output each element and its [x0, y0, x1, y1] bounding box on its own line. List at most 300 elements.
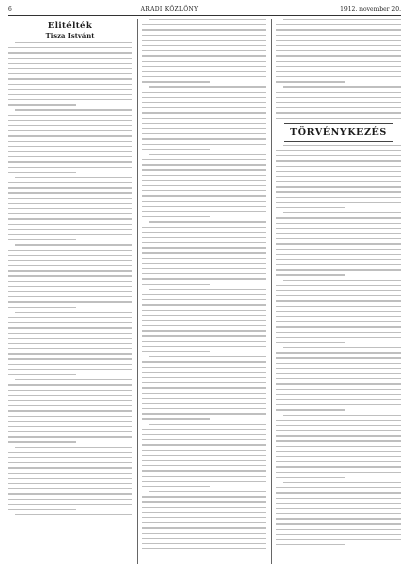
- text-line: [15, 447, 132, 448]
- text-line: [276, 249, 401, 250]
- text-line: [8, 187, 132, 188]
- text-line: [8, 78, 132, 79]
- text-line: [276, 383, 401, 384]
- text-line: [8, 390, 132, 391]
- text-line: [142, 465, 266, 466]
- text-line: [276, 342, 345, 343]
- text-line: [142, 123, 266, 124]
- text-line: [276, 269, 401, 270]
- text-line: [8, 291, 132, 292]
- text-line: [142, 55, 266, 56]
- text-line: [8, 151, 132, 152]
- text-line: [276, 118, 401, 119]
- text-line: [276, 544, 345, 545]
- text-line: [142, 268, 266, 269]
- text-line: [8, 99, 132, 100]
- column-right: [276, 19, 401, 564]
- text-line: [276, 274, 345, 275]
- text-line: [8, 426, 132, 427]
- text-line: [142, 232, 266, 233]
- text-line: [276, 456, 401, 457]
- text-line: [8, 198, 132, 199]
- text-line: [276, 539, 401, 540]
- text-line: [8, 457, 132, 458]
- text-line: [142, 522, 266, 523]
- text-line: [15, 244, 132, 245]
- text-line: [283, 145, 401, 146]
- text-line: [142, 273, 266, 274]
- text-line: [8, 260, 132, 261]
- text-line: [8, 317, 132, 318]
- text-line: [8, 229, 132, 230]
- text-line: [142, 444, 266, 445]
- text-line: [8, 250, 132, 251]
- text-line: [15, 42, 132, 43]
- text-line: [276, 45, 401, 46]
- text-line: [276, 40, 401, 41]
- text-line: [142, 538, 266, 539]
- text-line: [8, 369, 132, 370]
- text-line: [8, 265, 132, 266]
- text-line: [142, 346, 266, 347]
- text-line: [276, 389, 401, 390]
- text-line: [8, 493, 132, 494]
- text-line: [276, 71, 401, 72]
- text-line: [8, 410, 132, 411]
- body-text-block: [276, 145, 401, 546]
- text-line: [15, 312, 132, 313]
- text-line: [8, 307, 76, 308]
- text-line: [8, 281, 132, 282]
- text-line: [142, 169, 266, 170]
- text-line: [142, 377, 266, 378]
- text-line: [276, 498, 401, 499]
- text-line: [8, 504, 132, 505]
- text-line: [276, 186, 401, 187]
- text-line: [142, 258, 266, 259]
- text-line: [142, 40, 266, 41]
- text-line: [142, 408, 266, 409]
- text-line: [8, 473, 132, 474]
- text-line: [276, 107, 401, 108]
- text-line: [142, 128, 266, 129]
- text-line: [8, 167, 132, 168]
- text-line: [142, 543, 266, 544]
- text-line: [142, 450, 266, 451]
- text-line: [8, 239, 76, 240]
- text-line: [142, 227, 266, 228]
- text-line: [8, 488, 132, 489]
- text-line: [8, 452, 132, 453]
- issue-date: 1912. november 20.: [340, 6, 401, 13]
- text-line: [8, 405, 132, 406]
- text-line: [276, 461, 401, 462]
- text-line: [149, 19, 266, 20]
- text-line: [142, 149, 210, 150]
- text-line: [276, 81, 345, 82]
- text-line: [142, 247, 266, 248]
- text-line: [276, 420, 401, 421]
- text-line: [8, 431, 132, 432]
- text-line: [283, 212, 401, 213]
- text-line: [276, 409, 345, 410]
- text-line: [142, 382, 266, 383]
- text-line: [142, 439, 266, 440]
- text-line: [8, 384, 132, 385]
- text-line: [276, 259, 401, 260]
- text-line: [142, 35, 266, 36]
- text-line: [8, 58, 132, 59]
- text-line: [276, 295, 401, 296]
- text-line: [8, 141, 132, 142]
- text-line: [8, 509, 76, 510]
- text-line: [283, 347, 401, 348]
- text-line: [8, 104, 76, 105]
- article-headline: Elitélték: [47, 21, 93, 31]
- text-line: [276, 321, 401, 322]
- text-line: [8, 125, 132, 126]
- text-line: [276, 202, 401, 203]
- text-line: [15, 379, 132, 380]
- text-line: [8, 478, 132, 479]
- text-line: [276, 487, 401, 488]
- text-line: [8, 353, 132, 354]
- text-line: [276, 243, 401, 244]
- text-line: [149, 424, 266, 425]
- text-line: [8, 172, 76, 173]
- text-line: [142, 206, 266, 207]
- text-line: [276, 503, 401, 504]
- text-line: [142, 29, 266, 30]
- text-line: [142, 24, 266, 25]
- text-line: [142, 242, 266, 243]
- text-line: [276, 233, 401, 234]
- text-line: [142, 413, 266, 414]
- text-line: [142, 237, 266, 238]
- text-line: [276, 50, 401, 51]
- text-line: [276, 357, 401, 358]
- text-line: [142, 507, 266, 508]
- text-line: [142, 496, 266, 497]
- text-line: [142, 71, 266, 72]
- masthead-rule: [8, 15, 401, 16]
- text-line: [142, 102, 266, 103]
- text-line: [142, 76, 266, 77]
- text-line: [8, 270, 132, 271]
- text-line: [276, 228, 401, 229]
- text-line: [142, 320, 266, 321]
- text-line: [276, 306, 401, 307]
- text-line: [276, 92, 401, 93]
- text-line: [149, 491, 266, 492]
- text-line: [142, 393, 266, 394]
- article-subheadline: Tisza Istvánt: [45, 32, 95, 40]
- paper-name: ARADI KÖZLÖNY: [140, 6, 199, 13]
- text-line: [142, 107, 266, 108]
- text-line: [142, 175, 266, 176]
- text-line: [8, 182, 132, 183]
- text-line: [142, 335, 266, 336]
- text-line: [142, 330, 266, 331]
- text-line: [276, 451, 401, 452]
- text-line: [142, 45, 266, 46]
- text-line: [276, 440, 401, 441]
- text-line: [8, 296, 132, 297]
- text-line: [149, 221, 266, 222]
- text-line: [276, 326, 401, 327]
- text-line: [276, 97, 401, 98]
- text-line: [283, 19, 401, 20]
- text-line: [142, 278, 266, 279]
- text-line: [8, 218, 132, 219]
- text-line: [142, 367, 266, 368]
- text-line: [276, 518, 401, 519]
- text-line: [142, 398, 266, 399]
- body-text-block: [142, 19, 266, 549]
- text-line: [8, 130, 132, 131]
- text-line: [276, 197, 401, 198]
- text-line: [276, 112, 401, 113]
- text-line: [276, 352, 401, 353]
- text-line: [149, 356, 266, 357]
- text-line: [142, 304, 266, 305]
- text-line: [8, 301, 132, 302]
- text-line: [8, 499, 132, 500]
- text-line: [142, 548, 266, 549]
- text-line: [276, 61, 401, 62]
- text-line: [276, 513, 401, 514]
- text-line: [142, 481, 266, 482]
- column-middle: [142, 19, 266, 564]
- text-line: [142, 180, 266, 181]
- text-line: [8, 436, 132, 437]
- text-line: [149, 86, 266, 87]
- text-line: [142, 310, 266, 311]
- text-line: [8, 348, 132, 349]
- text-line: [8, 286, 132, 287]
- text-line: [276, 477, 345, 478]
- text-line: [142, 315, 266, 316]
- text-line: [8, 63, 132, 64]
- text-line: [276, 66, 401, 67]
- text-line: [142, 403, 266, 404]
- text-line: [276, 254, 401, 255]
- text-line: [276, 492, 401, 493]
- text-line: [8, 156, 132, 157]
- text-line: [276, 160, 401, 161]
- text-line: [276, 223, 401, 224]
- text-line: [276, 435, 401, 436]
- text-line: [142, 92, 266, 93]
- text-line: [276, 176, 401, 177]
- text-line: [8, 135, 132, 136]
- text-line: [8, 421, 132, 422]
- text-line: [149, 289, 266, 290]
- text-line: [276, 337, 401, 338]
- text-line: [142, 351, 210, 352]
- text-line: [8, 47, 132, 48]
- text-line: [142, 216, 210, 217]
- text-line: [142, 460, 266, 461]
- text-line: [276, 76, 401, 77]
- text-line: [283, 415, 401, 416]
- text-line: [142, 252, 266, 253]
- text-line: [15, 514, 132, 515]
- text-line: [142, 66, 266, 67]
- text-line: [276, 35, 401, 36]
- text-line: [8, 255, 132, 256]
- text-line: [8, 462, 132, 463]
- text-line: [276, 181, 401, 182]
- text-line: [142, 299, 266, 300]
- text-line: [142, 195, 266, 196]
- text-line: [276, 155, 401, 156]
- text-line: [8, 364, 132, 365]
- text-line: [8, 115, 132, 116]
- text-line: [142, 263, 266, 264]
- text-line: [142, 387, 266, 388]
- text-line: [8, 441, 76, 442]
- text-line: [8, 327, 132, 328]
- text-line: [8, 416, 132, 417]
- text-line: [142, 533, 266, 534]
- text-line: [8, 275, 132, 276]
- masthead: [8, 4, 401, 15]
- text-line: [8, 203, 132, 204]
- text-line: [142, 429, 266, 430]
- text-line: [142, 361, 266, 362]
- text-line: [142, 470, 266, 471]
- text-line: [15, 109, 132, 110]
- text-line: [142, 418, 210, 419]
- text-line: [276, 534, 401, 535]
- text-line: [276, 446, 401, 447]
- text-line: [142, 325, 266, 326]
- text-line: [15, 177, 132, 178]
- text-line: [276, 311, 401, 312]
- text-line: [142, 501, 266, 502]
- text-line: [142, 81, 210, 82]
- text-line: [8, 322, 132, 323]
- text-line: [276, 523, 401, 524]
- text-line: [8, 161, 132, 162]
- text-line: [142, 476, 266, 477]
- text-line: [276, 264, 401, 265]
- text-line: [142, 517, 266, 518]
- text-line: [8, 467, 132, 468]
- text-line: [8, 343, 132, 344]
- text-line: [142, 284, 210, 285]
- body-text-block: [276, 19, 401, 119]
- text-line: [142, 112, 266, 113]
- text-line: [8, 192, 132, 193]
- text-line: [276, 399, 401, 400]
- text-line: [276, 285, 401, 286]
- text-line: [8, 338, 132, 339]
- text-line: [8, 89, 132, 90]
- text-line: [276, 191, 401, 192]
- text-line: [276, 404, 401, 405]
- text-line: [276, 472, 401, 473]
- text-line: [8, 374, 76, 375]
- text-line: [142, 486, 210, 487]
- text-line: [276, 316, 401, 317]
- text-line: [142, 144, 266, 145]
- text-line: [276, 29, 401, 30]
- text-line: [283, 482, 401, 483]
- text-line: [142, 434, 266, 435]
- text-line: [142, 164, 266, 165]
- text-line: [276, 378, 401, 379]
- text-line: [276, 290, 401, 291]
- text-line: [276, 102, 401, 103]
- text-line: [276, 207, 345, 208]
- text-line: [8, 52, 132, 53]
- text-line: [276, 238, 401, 239]
- text-line: [276, 363, 401, 364]
- text-line: [8, 73, 132, 74]
- text-line: [142, 455, 266, 456]
- text-line: [276, 55, 401, 56]
- section-rule: [284, 141, 393, 142]
- text-line: [8, 224, 132, 225]
- text-line: [276, 171, 401, 172]
- text-line: [276, 373, 401, 374]
- text-line: [276, 368, 401, 369]
- text-line: [8, 395, 132, 396]
- page-number: 6: [8, 6, 12, 13]
- text-line: [8, 84, 132, 85]
- text-line: [8, 94, 132, 95]
- text-line: [276, 166, 401, 167]
- text-line: [8, 358, 132, 359]
- text-line: [142, 97, 266, 98]
- text-line: [276, 332, 401, 333]
- text-line: [142, 159, 266, 160]
- column-divider: [271, 19, 272, 564]
- text-line: [276, 300, 401, 301]
- text-line: [8, 120, 132, 121]
- column-left: [8, 19, 132, 564]
- text-line: [142, 118, 266, 119]
- text-line: [8, 213, 132, 214]
- text-line: [8, 400, 132, 401]
- text-line: [276, 150, 401, 151]
- text-line: [142, 512, 266, 513]
- text-line: [276, 425, 401, 426]
- text-line: [142, 190, 266, 191]
- text-line: [283, 86, 401, 87]
- text-line: [283, 280, 401, 281]
- text-line: [8, 208, 132, 209]
- text-line: [8, 483, 132, 484]
- text-line: [276, 508, 401, 509]
- text-line: [142, 138, 266, 139]
- text-line: [142, 185, 266, 186]
- text-line: [149, 154, 266, 155]
- text-line: [276, 24, 401, 25]
- text-line: [276, 394, 401, 395]
- text-line: [142, 201, 266, 202]
- text-line: [8, 333, 132, 334]
- text-line: [276, 466, 401, 467]
- text-line: [142, 133, 266, 134]
- text-line: [142, 61, 266, 62]
- text-line: [142, 527, 266, 528]
- text-line: [8, 234, 132, 235]
- text-line: [142, 372, 266, 373]
- body-text-block: [8, 42, 132, 515]
